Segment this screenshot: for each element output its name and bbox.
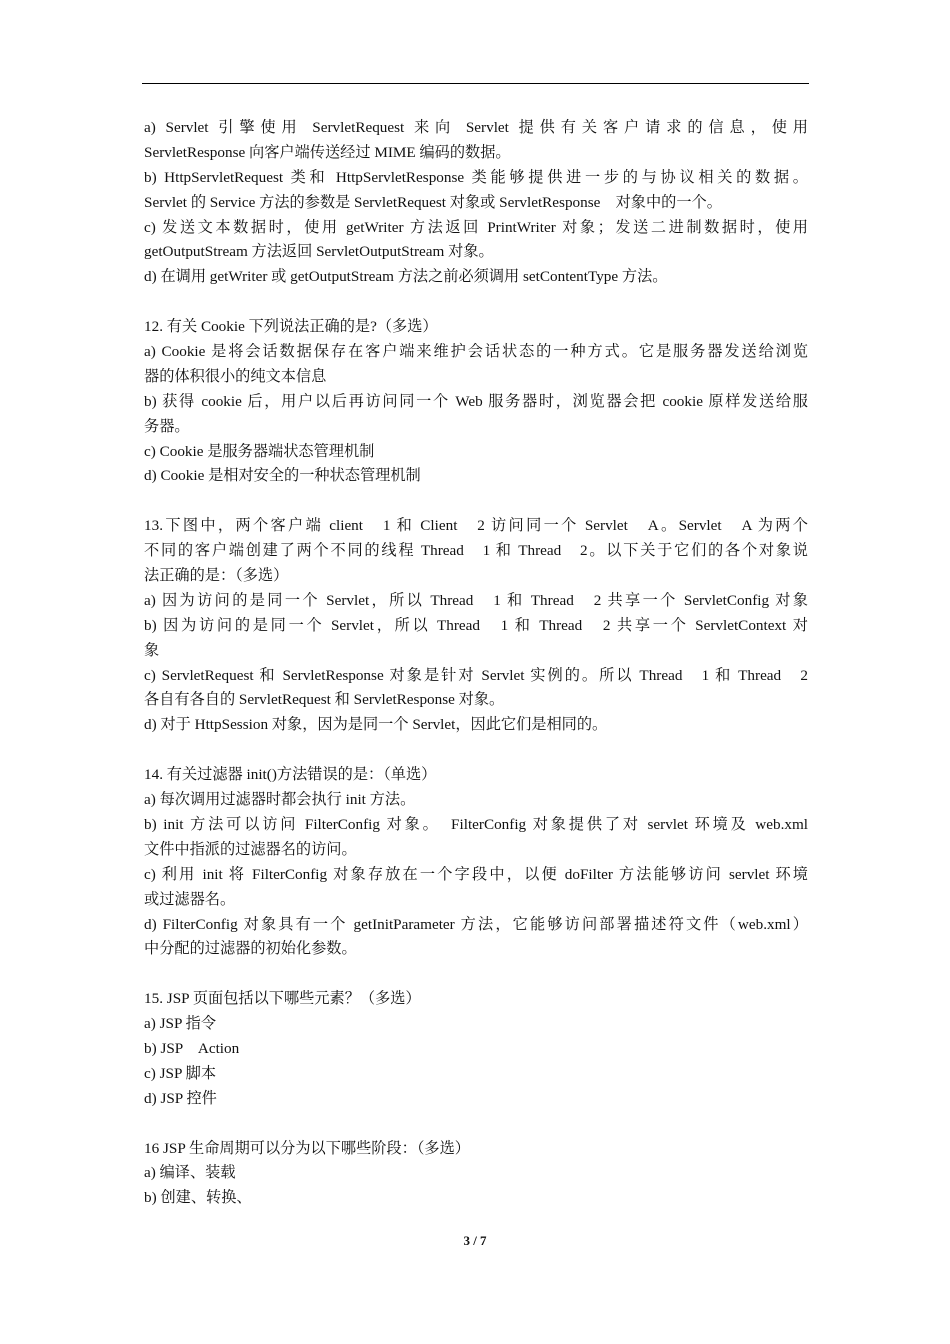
option-line: d) FilterConfig 对象具有一个 getInitParameter 方法，它能够访问部署描述符文件（web.xml） <box>144 915 808 933</box>
option-line: a) 每次调用过滤器时都会执行 init 方法。 <box>144 791 416 809</box>
page-number: 3 / 7 <box>463 1233 487 1248</box>
question-13: 法正确的是：（多选） <box>144 567 289 585</box>
option-line: Servlet 的 Service 方法的参数是 ServletRequest 对象或 ServletResponse 对象中的一个。 <box>144 193 722 211</box>
option-line: a) Servlet 引擎使用 ServletRequest 来向 Servlet 提供有关客户请求的信息，使用 <box>144 119 808 136</box>
option-line: 务器。 <box>144 417 190 435</box>
question-13: 不同的客户端创建了两个不同的线程 Thread 1 和 Thread 2。以下关于它们的各个对象说 <box>144 542 808 560</box>
option-line: 器的体积很小的纯文本信息 <box>144 367 327 385</box>
option-line: c) Cookie 是服务器端状态管理机制 <box>144 442 375 460</box>
option-line: b) JSP Action <box>144 1039 240 1057</box>
header-rule <box>142 83 809 84</box>
paragraph-gap <box>144 489 808 514</box>
option-line: d) 在调用 getWriter 或 getOutputStream 方法之前必须调用 setContentType 方法。 <box>144 268 668 286</box>
option-line: b) 创建、转换、 <box>144 1189 252 1207</box>
option-line: d) JSP 控件 <box>144 1089 217 1107</box>
option-line: b) init 方法可以访问 FilterConfig 对象。 FilterConfig 对象提供了对 servlet 环境及 web.xml <box>144 815 808 833</box>
option-line: b) HttpServletRequest 类和 HttpServletResponse 类能够提供进一步的与协议相关的数据。 <box>144 168 808 186</box>
paragraph-gap <box>144 738 808 763</box>
option-line: b) 因为访问的是同一个 Servlet，所以 Thread 1 和 Thread 2 共享一个 ServletContext 对 <box>144 616 808 634</box>
question-14: 14. 有关过滤器 init()方法错误的是：（单选） <box>144 766 437 784</box>
question-12: 12. 有关 Cookie 下列说法正确的是?（多选） <box>144 318 438 336</box>
option-line: 文件中指派的过滤器名的访问。 <box>144 840 357 858</box>
option-line: getOutputStream 方法返回 ServletOutputStream 对象。 <box>144 243 494 261</box>
option-line: b) 获得 cookie 后，用户以后再访问同一个 Web 服务器时，浏览器会把 cookie 原样发送给服 <box>144 392 808 410</box>
option-line: d) 对于 HttpSession 对象，因为是同一个 Servlet，因此它们是相同的。 <box>144 716 608 734</box>
option-line: c) 发送文本数据时，使用 getWriter 方法返回 PrintWriter 对象；发送二进制数据时，使用 <box>144 218 808 236</box>
question-16: 16 JSP 生命周期可以分为以下哪些阶段：（多选） <box>144 1139 470 1157</box>
question-15: 15. JSP 页面包括以下哪些元素？（多选） <box>144 990 421 1008</box>
paragraph-gap <box>144 962 808 987</box>
option-line: 中分配的过滤器的初始化参数。 <box>144 940 357 958</box>
option-line: a) Cookie 是将会话数据保存在客户端来维护会话状态的一种方式。它是服务器发送给浏览 <box>144 343 808 361</box>
paragraph-gap <box>144 290 808 315</box>
option-line: a) 编译、装载 <box>144 1164 236 1182</box>
option-line: c) 利用 init 将 FilterConfig 对象存放在一个字段中，以便 doFilter 方法能够访问 servlet 环境 <box>144 865 808 883</box>
option-line: a) 因为访问的是同一个 Servlet，所以 Thread 1 和 Thread 2 共享一个 ServletConfig 对象 <box>144 591 808 609</box>
option-line: a) JSP 指令 <box>144 1015 217 1033</box>
option-line: 各自有各自的 ServletRequest 和 ServletResponse 对象。 <box>144 691 505 709</box>
paragraph-gap <box>144 1112 808 1137</box>
option-line: c) JSP 脚本 <box>144 1064 217 1082</box>
option-line: ServletResponse 向客户端传送经过 MIME 编码的数据。 <box>144 143 511 161</box>
option-line: d) Cookie 是相对安全的一种状态管理机制 <box>144 467 421 485</box>
option-line: c) ServletRequest 和 ServletResponse 对象是针对 Servlet 实例的。所以 Thread 1 和 Thread 2 <box>144 666 808 684</box>
option-line: 或过滤器名。 <box>144 890 236 908</box>
question-13: 13.下图中，两个客户端 client 1 和 Client 2 访问同一个 Servlet A。Servlet A 为两个 <box>144 517 808 535</box>
option-line: 象 <box>144 641 160 659</box>
document-body <box>144 116 808 1211</box>
